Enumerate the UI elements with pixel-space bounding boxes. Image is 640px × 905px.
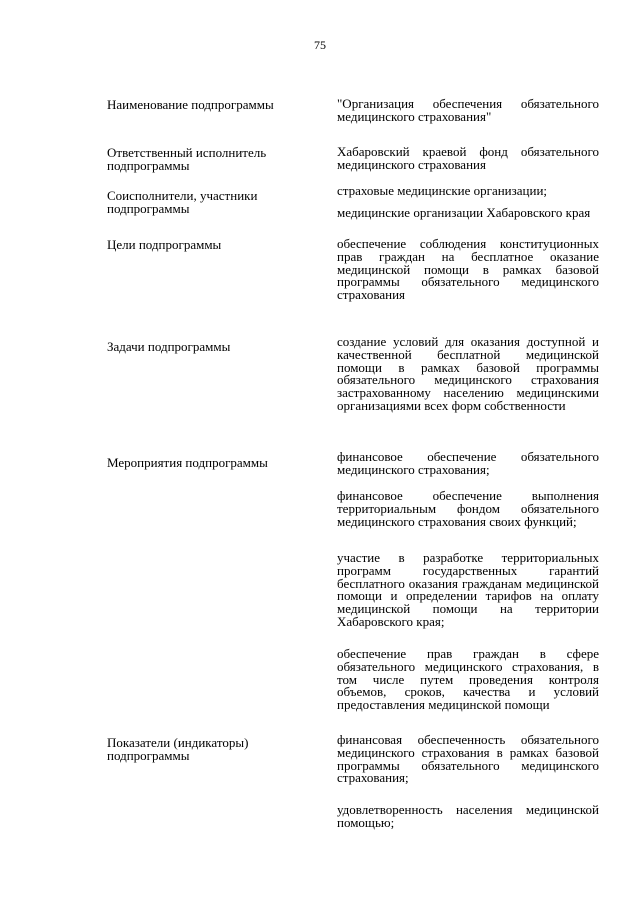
row-value-tasks: создание условий для оказания доступной и качественной бесплатной медицинской помощи в рамках базовой программы обязательного медицинского страхования застрахованному населению медицинскими организациями всех форм собственности bbox=[337, 334, 599, 413]
row-label-indicators: Показатели (индикаторы) подпрограммы bbox=[107, 735, 249, 763]
row-label-executor: Ответственный исполнитель подпрограммы bbox=[107, 145, 267, 173]
row-value-executor: Хабаровский краевой фонд обязательного медицинского страхования bbox=[337, 144, 599, 172]
row-value-activities-1: финансовое обеспечение обязательного медицинского страхования; bbox=[337, 449, 599, 477]
page-number: 75 bbox=[314, 38, 326, 52]
row-value-coexecutors-2: медицинские организации Хабаровского края bbox=[337, 205, 591, 220]
row-value-indicators-2: удовлетворенность населения медицинской помощью; bbox=[337, 802, 599, 830]
row-label-coexecutors: Соисполнители, участники подпрограммы bbox=[107, 188, 258, 216]
row-label-tasks: Задачи подпрограммы bbox=[107, 339, 231, 354]
row-value-coexecutors-1: страховые медицинские организации; bbox=[337, 183, 548, 198]
row-value-indicators-1: финансовая обеспеченность обязательного медицинского страхования в рамках базовой программы обязательного медицинского страхования; bbox=[337, 732, 599, 786]
row-value-name: "Организация обеспечения обязательного медицинского страхования" bbox=[337, 96, 599, 124]
row-value-activities-3: участие в разработке территориальных программ государственных гарантий бесплатного оказания гражданам медицинской помощи и определении тарифов на оплату медицинской помощи на территории Хабаровского края; bbox=[337, 550, 599, 629]
row-value-activities-2: финансовое обеспечение выполнения территориальным фондом обязательного медицинского страхования своих функций; bbox=[337, 488, 599, 529]
row-value-goals: обеспечение соблюдения конституционных прав граждан на бесплатное оказание медицинской помощи в рамках базовой программы обязательного медицинского страхования bbox=[337, 236, 599, 303]
row-label-name: Наименование подпрограммы bbox=[107, 97, 274, 112]
row-label-goals: Цели подпрограммы bbox=[107, 237, 222, 252]
row-label-activities: Мероприятия подпрограммы bbox=[107, 455, 268, 470]
row-value-activities-4: обеспечение прав граждан в сфере обязательного медицинского страхования, в том числе путем проведения контроля объемов, сроков, качества и условий предоставления медицинской помощи bbox=[337, 646, 599, 713]
